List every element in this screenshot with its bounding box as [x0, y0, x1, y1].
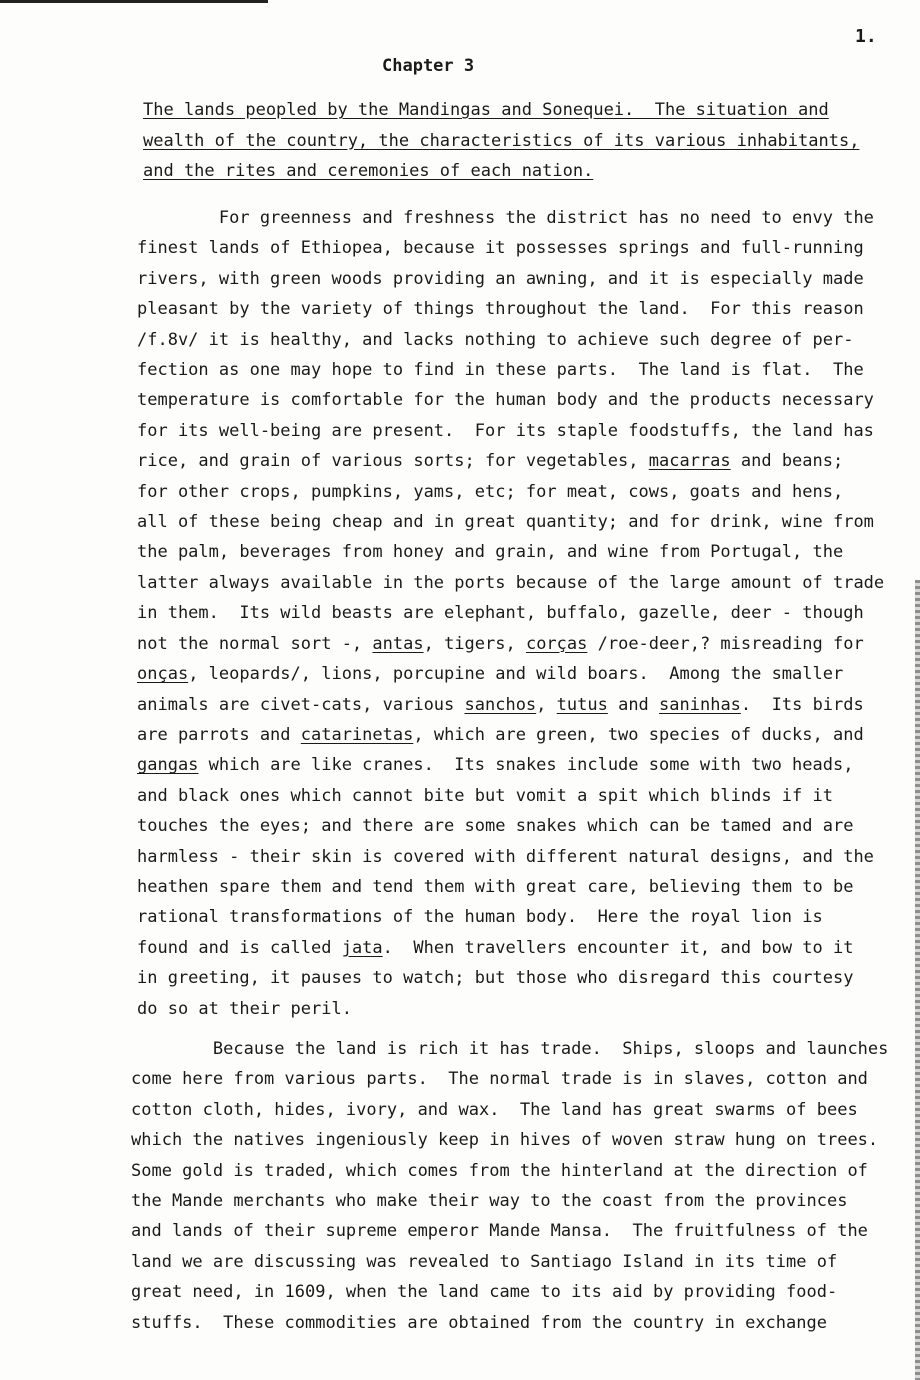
text-line [137, 659, 897, 689]
underlined-term: saninhas [659, 694, 741, 715]
underlined-term: onças [137, 664, 189, 685]
text-line [137, 385, 897, 415]
text-segment: , [536, 694, 557, 715]
chapter-heading [143, 95, 883, 187]
text-segment: rivers, with green woods providing an awning, and it is especially made [137, 268, 864, 289]
text-line [137, 264, 897, 294]
text-segment: the palm, beverages from honey and grain, and wine from Portugal, the [137, 542, 844, 563]
text-line: Some gold is traded, which comes from the hinterland at the direction of [131, 1160, 868, 1181]
text-line [137, 720, 897, 750]
underlined-term: tutus [556, 694, 608, 715]
text-line: stuffs. These commodities are obtained from the country in exchange [131, 1312, 827, 1333]
text-line [137, 203, 897, 233]
text-line: come here from various parts. The normal trade is in slaves, cotton and [131, 1069, 868, 1090]
text-segment: found and is called [137, 937, 342, 958]
top-edge-rule [0, 0, 268, 3]
text-segment: , leopards/, lions, porcupine and wild boars. Among the smaller [188, 664, 844, 685]
text-line: cotton cloth, hides, ivory, and wax. The land has great swarms of bees [131, 1099, 858, 1120]
text-line [137, 355, 897, 385]
text-line [137, 477, 897, 507]
text-segment: harmless - their skin is covered with different natural designs, and the [137, 846, 874, 867]
text-segment: , tigers, [423, 633, 526, 654]
text-segment: touches the eyes; and there are some snakes which can be tamed and are [137, 816, 854, 837]
text-segment: which are like cranes. Its snakes include some with two heads, [198, 755, 854, 776]
text-segment: animals are civet-cats, various [137, 694, 465, 715]
text-line [137, 446, 897, 476]
underlined-term: jata [341, 937, 383, 958]
underlined-term: gangas [137, 755, 199, 776]
chapter-title: Chapter 3 [382, 56, 475, 76]
text-line: great need, in 1609, when the land came to its aid by providing food- [131, 1282, 838, 1303]
text-line [137, 750, 897, 780]
text-line [137, 325, 897, 355]
text-line [137, 842, 897, 872]
text-segment: rice, and grain of various sorts; for vegetables, [137, 451, 649, 472]
text-line [137, 811, 897, 841]
text-segment: pleasant by the variety of things throughout the land. For this reason [137, 299, 864, 320]
text-segment: heathen spare them and tend them with great care, believing them to be [137, 876, 854, 897]
text-line: the Mande merchants who make their way to the coast from the provinces [131, 1191, 848, 1212]
text-segment: in them. Its wild beasts are elephant, buffalo, gazelle, deer - though [137, 603, 864, 624]
heading-line: wealth of the country, the characteristics of its various inhabitants, [143, 130, 860, 151]
text-segment: all of these being cheap and in great quantity; and for drink, wine from [137, 512, 874, 533]
text-line [137, 994, 897, 1024]
text-line [137, 568, 897, 598]
text-line [137, 781, 897, 811]
text-segment: fection as one may hope to find in these parts. The land is flat. The [137, 360, 864, 381]
text-segment: and beans; [730, 451, 844, 472]
text-segment: for its well-being are present. For its staple foodstuffs, the land has [137, 420, 874, 441]
underlined-term: catarinetas [300, 724, 414, 745]
text-segment: for other crops, pumpkins, yams, etc; for meat, cows, goats and hens, [137, 481, 844, 502]
underlined-term: corças [525, 633, 588, 654]
text-segment: latter always available in the ports because of the large amount of trade [137, 572, 885, 593]
underlined-term: macarras [648, 451, 731, 472]
heading-line: and the rites and ceremonies of each nation. [143, 161, 594, 181]
text-segment: , which are green, two species of ducks, and [413, 724, 864, 745]
text-line [137, 537, 897, 567]
text-segment: . Its birds [740, 694, 864, 715]
text-line: land we are discussing was revealed to Santiago Island in its time of [131, 1251, 838, 1272]
text-line [137, 872, 897, 902]
text-line [137, 294, 897, 324]
text-line: and lands of their supreme emperor Mande Mansa. The fruitfulness of the [131, 1221, 868, 1242]
text-segment: finest lands of Ethiopea, because it possesses springs and full-running [137, 238, 864, 259]
scanned-right-edge [915, 580, 920, 1380]
text-segment: . When travellers encounter it, and bow to it [382, 937, 854, 958]
text-line [137, 902, 897, 932]
underlined-term: sanchos [464, 694, 537, 715]
text-line [137, 629, 897, 659]
paragraph-trade [131, 1034, 891, 1338]
page-number: 1. [855, 26, 877, 47]
text-segment: rational transformations of the human body. Here the royal lion is [137, 907, 823, 928]
paragraph-landscape [137, 203, 897, 1024]
text-segment: are parrots and [137, 724, 301, 745]
text-line: Because the land is rich it has trade. Ships, sloops and launches [131, 1039, 889, 1059]
text-line [137, 233, 897, 263]
text-line [137, 598, 897, 628]
text-segment: not the normal sort -, [137, 633, 373, 654]
text-segment: do so at their peril. [137, 998, 352, 1019]
text-line: which the natives ingeniously keep in hives of woven straw hung on trees. [131, 1130, 879, 1151]
text-segment: For greenness and freshness the district has no need to envy the [137, 208, 874, 228]
text-segment: /f.8v/ it is healthy, and lacks nothing to achieve such degree of per- [137, 329, 854, 350]
text-segment: in greeting, it pauses to watch; but those who disregard this courtesy [137, 968, 854, 989]
text-line [137, 507, 897, 537]
underlined-term: antas [372, 633, 424, 654]
heading-line: The lands peopled by the Mandingas and Sonequei. The situation and [143, 100, 829, 120]
text-segment: and black ones which cannot bite but vomit a spit which blinds if it [137, 785, 833, 806]
text-line [137, 933, 897, 963]
text-segment: /roe-deer,? misreading for [587, 633, 864, 654]
text-line [137, 963, 897, 993]
text-segment: and [607, 694, 660, 715]
text-line [137, 416, 897, 446]
text-segment: temperature is comfortable for the human body and the products necessary [137, 390, 874, 411]
text-line [137, 690, 897, 720]
